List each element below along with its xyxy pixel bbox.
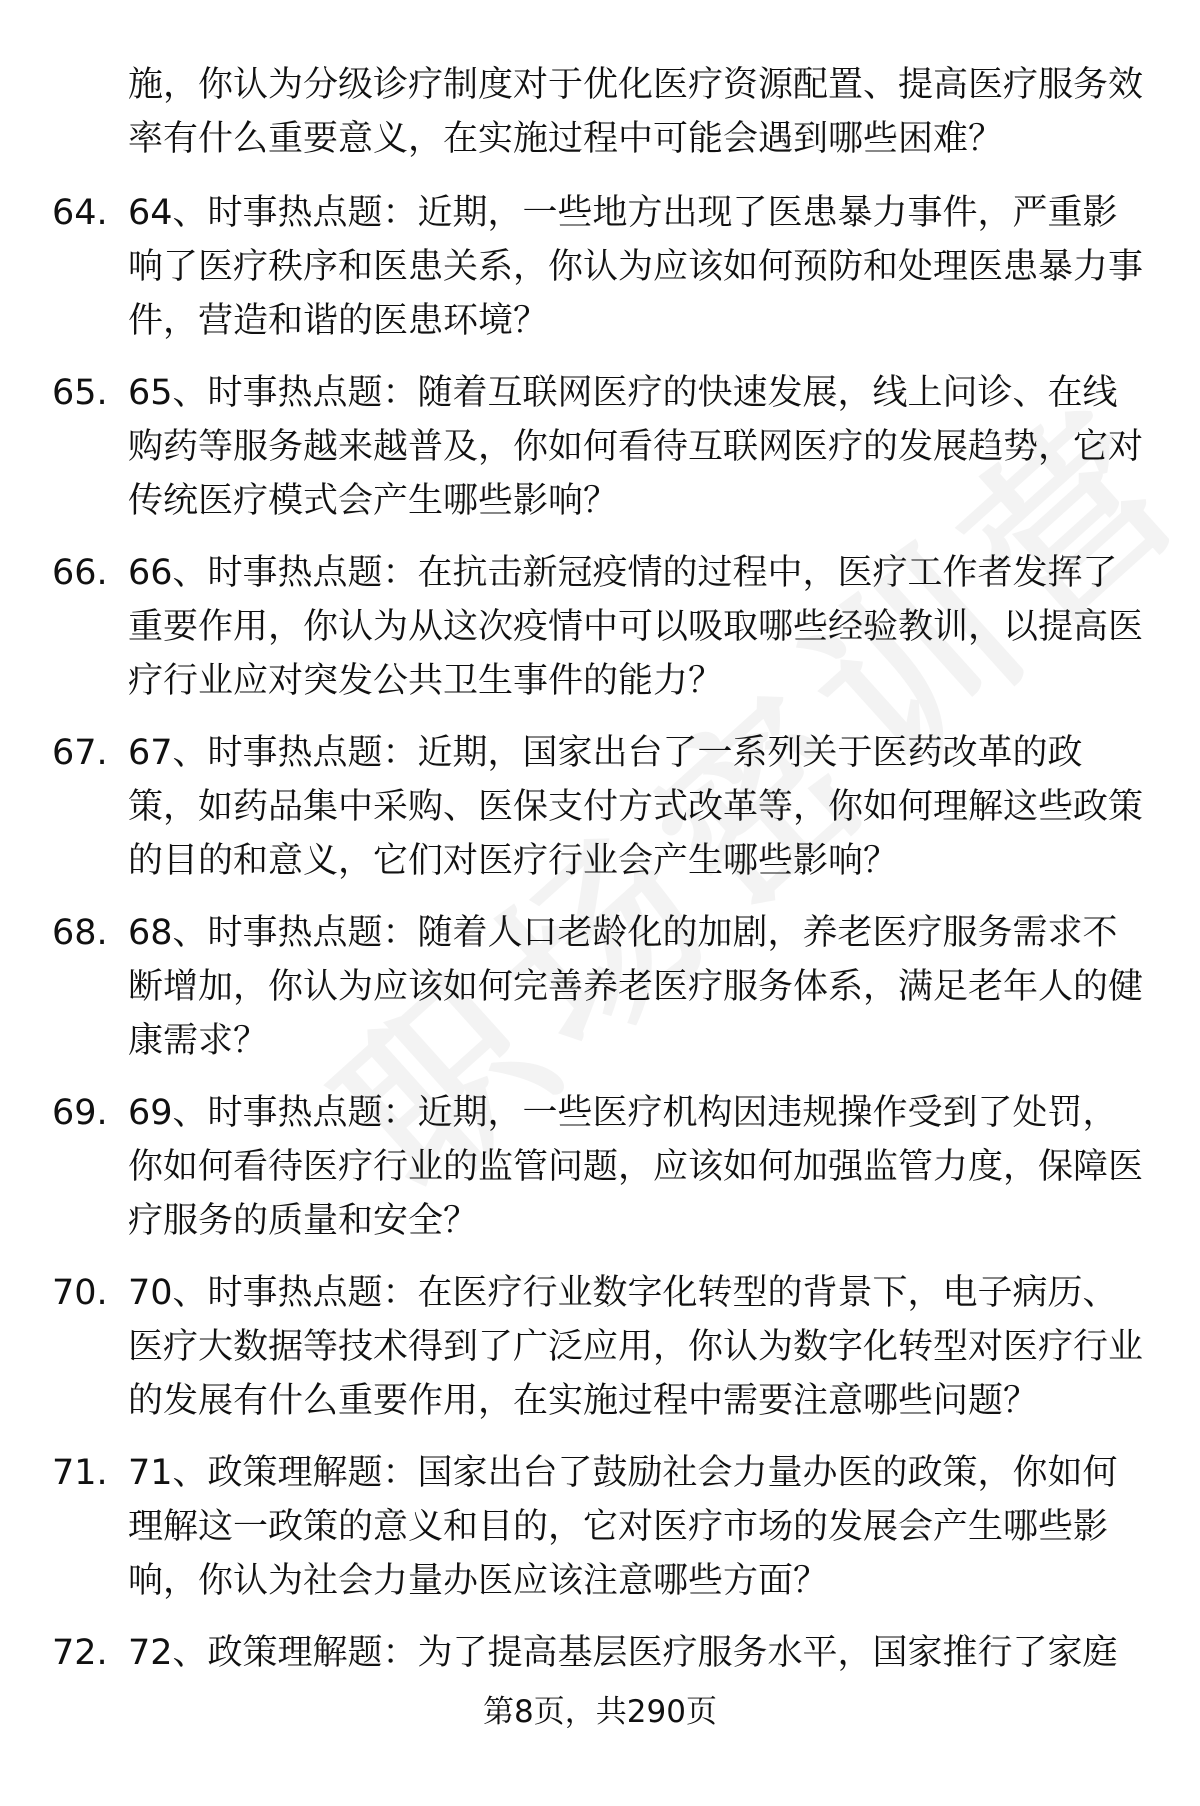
question-number: 69. — [52, 1093, 108, 1133]
question-text: 69、时事热点题：近期，一些医疗机构因违规操作受到了处罚，你如何看待医疗行业的监管问题，应该如何加强监管力度，保障医疗服务的质量和安全？ — [128, 1093, 1144, 1241]
question-text: 70、时事热点题：在医疗行业数字化转型的背景下，电子病历、医疗大数据等技术得到了广泛应用，你认为数字化转型对医疗行业的发展有什么重要作用，在实施过程中需要注意哪些问题？ — [128, 1273, 1144, 1421]
question-text: 66、时事热点题：在抗击新冠疫情的过程中，医疗工作者发挥了重要作用，你认为从这次疫情中可以吸取哪些经验教训，以提高医疗行业应对突发公共卫生事件的能力？ — [128, 553, 1144, 701]
question-text: 67、时事热点题：近期，国家出台了一系列关于医药改革的政策，如药品集中采购、医保支付方式改革等，你如何理解这些政策的目的和意义，它们对医疗行业会产生哪些影响？ — [128, 733, 1144, 881]
question-item-68 — [0, 906, 1200, 1086]
question-text: 71、政策理解题：国家出台了鼓励社会力量办医的政策，你如何理解这一政策的意义和目的，它对医疗市场的发展会产生哪些影响，你认为社会力量办医应该注意哪些方面？ — [128, 1453, 1118, 1601]
page-footer — [0, 1692, 1200, 1732]
question-number: 66. — [52, 553, 108, 593]
question-item-70 — [0, 1266, 1200, 1446]
question-number: 64. — [52, 193, 108, 233]
question-item-66 — [0, 546, 1200, 726]
question-text: 72、政策理解题：为了提高基层医疗服务水平，国家推行了家庭 — [128, 1633, 1118, 1673]
question-number: 68. — [52, 913, 108, 953]
question-text: 68、时事热点题：随着人口老龄化的加剧，养老医疗服务需求不断增加，你认为应该如何完善养老医疗服务体系，满足老年人的健康需求？ — [128, 913, 1144, 1061]
page-indicator: 第8页，共290页 — [483, 1694, 717, 1730]
question-item-71 — [0, 1446, 1200, 1626]
question-number: 65. — [52, 373, 108, 413]
question-number: 70. — [52, 1273, 108, 1313]
continuation-paragraph: 施，你认为分级诊疗制度对于优化医疗资源配置、提高医疗服务效率有什么重要意义，在实施过程中可能会遇到哪些困难？ — [128, 65, 1144, 159]
question-item-65 — [0, 366, 1200, 546]
question-text: 64、时事热点题：近期，一些地方出现了医患暴力事件，严重影响了医疗秩序和医患关系，你认为应该如何预防和处理医患暴力事件，营造和谐的医患环境？ — [128, 193, 1144, 341]
question-number: 71. — [52, 1453, 108, 1493]
question-list — [0, 186, 1200, 1806]
question-item-69 — [0, 1086, 1200, 1266]
question-item-64 — [0, 186, 1200, 366]
question-item-67 — [0, 726, 1200, 906]
question-number: 67. — [52, 733, 108, 773]
question-number: 72. — [52, 1633, 108, 1673]
question-text: 65、时事热点题：随着互联网医疗的快速发展，线上问诊、在线购药等服务越来越普及，你如何看待互联网医疗的发展趋势，它对传统医疗模式会产生哪些影响？ — [128, 373, 1144, 521]
